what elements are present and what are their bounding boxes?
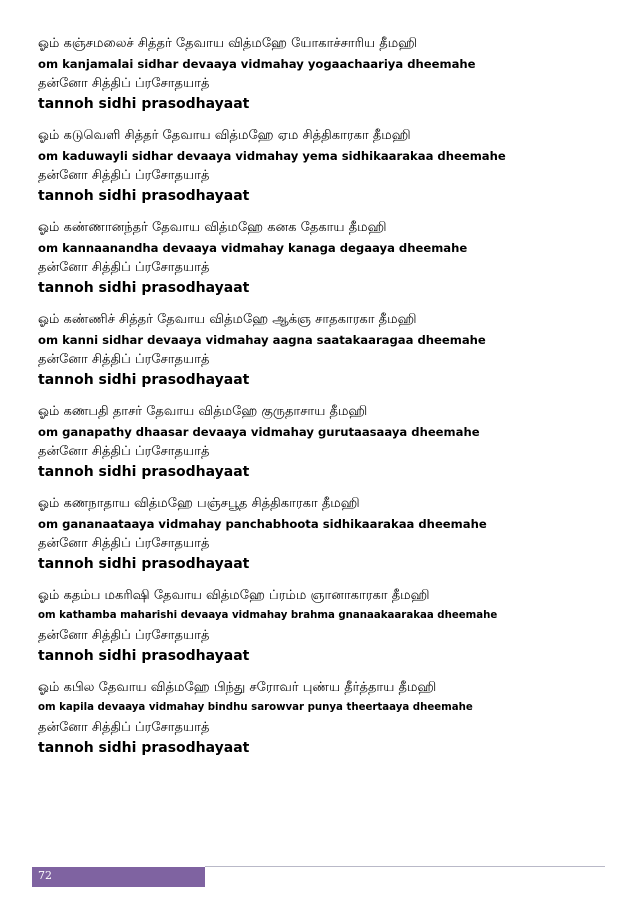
footer-page-bar: [32, 867, 205, 887]
closing-tamil-line: தன்னோ சித்திப் ப்ரசோதயாத்: [38, 444, 210, 459]
verse-transliteration-line: om ganapathy dhaasar devaaya vidmahay gurutaasaaya dheemahe: [38, 425, 480, 439]
footer-divider: [205, 866, 605, 867]
verse-8: [38, 678, 608, 758]
verse-transliteration-line: om kaduwayli sidhar devaaya vidmahay yema sidhikaarakaa dheemahe: [38, 149, 506, 163]
closing-transliteration-line: tannoh sidhi prasodhayaat: [38, 372, 250, 388]
document-body: [38, 34, 608, 770]
closing-transliteration-line: tannoh sidhi prasodhayaat: [38, 464, 250, 480]
verse-4: [38, 310, 608, 390]
verse-tamil-line: ஓம் கண்ணிச் சித்தர் தேவாய வித்மஹே ஆக்ஞ சாதகாரகா தீமஹி: [38, 312, 417, 327]
closing-tamil-line: தன்னோ சித்திப் ப்ரசோதயாத்: [38, 720, 210, 735]
closing-tamil-line: தன்னோ சித்திப் ப்ரசோதயாத்: [38, 168, 210, 183]
closing-transliteration-line: tannoh sidhi prasodhayaat: [38, 96, 250, 112]
verse-transliteration-line: om kannaanandha devaaya vidmahay kanaga degaaya dheemahe: [38, 241, 468, 255]
verse-tamil-line: ஓம் கதம்ப மகரிஷி தேவாய வித்மஹே ப்ரம்ம ஞானாகாரகா தீமஹி: [38, 588, 430, 603]
closing-tamil-line: தன்னோ சித்திப் ப்ரசோதயாத்: [38, 352, 210, 367]
closing-transliteration-line: tannoh sidhi prasodhayaat: [38, 280, 250, 296]
verse-transliteration-line: om kapila devaaya vidmahay bindhu sarowvar punya theertaaya dheemahe: [38, 702, 473, 713]
verse-1: [38, 34, 608, 114]
closing-tamil-line: தன்னோ சித்திப் ப்ரசோதயாத்: [38, 536, 210, 551]
verse-tamil-line: ஓம் கஞ்சமலைச் சித்தர் தேவாய வித்மஹே யோகாச்சாரிய தீமஹி: [38, 36, 418, 51]
verse-tamil-line: ஓம் கண்ணானந்தர் தேவாய வித்மஹே கனக தேகாய தீமஹி: [38, 220, 387, 235]
verse-2: [38, 126, 608, 206]
verse-7: [38, 586, 608, 666]
page-number: 72: [38, 869, 52, 882]
closing-transliteration-line: tannoh sidhi prasodhayaat: [38, 556, 250, 572]
verse-6: [38, 494, 608, 574]
verse-transliteration-line: om kanjamalai sidhar devaaya vidmahay yogaachaariya dheemahe: [38, 57, 476, 71]
verse-transliteration-line: om kanni sidhar devaaya vidmahay aagna saatakaaragaa dheemahe: [38, 333, 486, 347]
verse-tamil-line: ஓம் கபில தேவாய வித்மஹே பிந்து சரோவர் புண்ய தீர்த்தாய தீமஹி: [38, 680, 437, 695]
verse-tamil-line: ஓம் கணபதி தாசர் தேவாய வித்மஹே குருதாசாய தீமஹி: [38, 404, 368, 419]
verse-tamil-line: ஓம் கடுவெளி சித்தர் தேவாய வித்மஹே ஏம சித்திகாரகா தீமஹி: [38, 128, 411, 143]
closing-transliteration-line: tannoh sidhi prasodhayaat: [38, 188, 250, 204]
closing-tamil-line: தன்னோ சித்திப் ப்ரசோதயாத்: [38, 76, 210, 91]
verse-transliteration-line: om gananaataaya vidmahay panchabhoota sidhikaarakaa dheemahe: [38, 517, 487, 531]
verse-transliteration-line: om kathamba maharishi devaaya vidmahay brahma gnanaakaarakaa dheemahe: [38, 610, 498, 621]
verse-3: [38, 218, 608, 298]
verse-tamil-line: ஓம் கணநாதாய வித்மஹே பஞ்சபூத சித்திகாரகா தீமஹி: [38, 496, 360, 511]
closing-transliteration-line: tannoh sidhi prasodhayaat: [38, 648, 250, 664]
closing-tamil-line: தன்னோ சித்திப் ப்ரசோதயாத்: [38, 260, 210, 275]
closing-transliteration-line: tannoh sidhi prasodhayaat: [38, 740, 250, 756]
verse-5: [38, 402, 608, 482]
closing-tamil-line: தன்னோ சித்திப் ப்ரசோதயாத்: [38, 628, 210, 643]
